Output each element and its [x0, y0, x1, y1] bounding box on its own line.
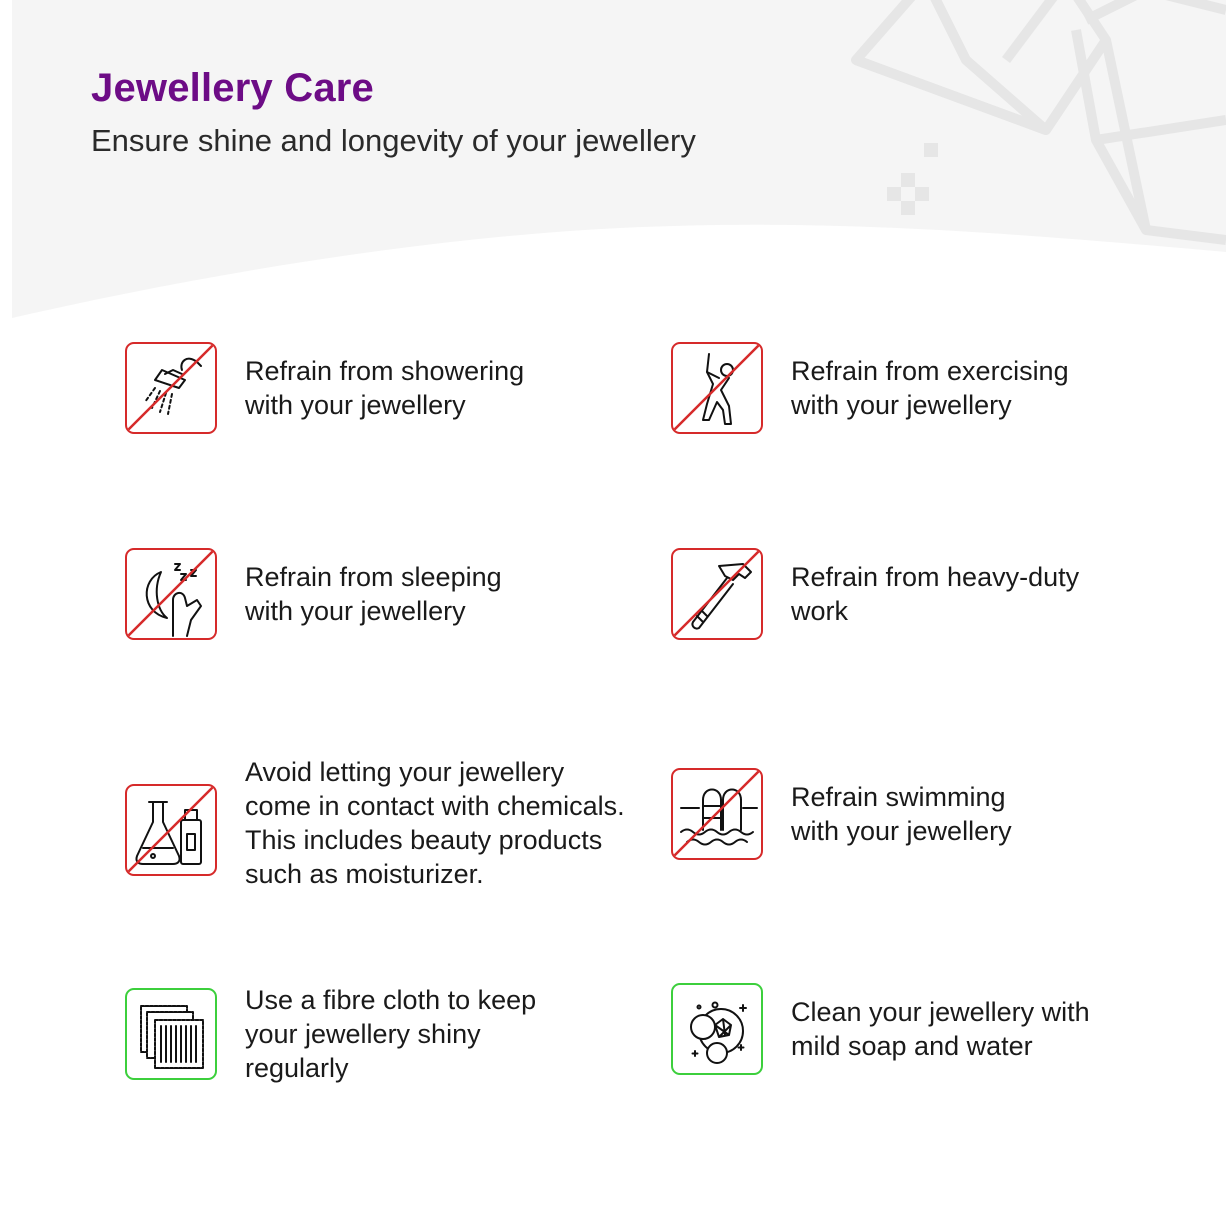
page-subtitle: Ensure shine and longevity of your jewellery — [91, 123, 696, 158]
swimming-icon — [671, 768, 763, 860]
sleeping-icon — [125, 548, 217, 640]
care-tip-text: Refrain swimming with your jewellery — [791, 782, 1012, 846]
page-title: Jewellery Care — [91, 66, 374, 110]
diamond-decoration-icon — [846, 0, 1226, 260]
care-tip-text: Use a fibre cloth to keep your jewellery shiny regularly — [245, 985, 537, 1083]
chemicals-icon — [125, 784, 217, 876]
care-tip-text: Refrain from showering with your jewellery — [245, 356, 525, 420]
care-tip-text: Refrain from exercising with your jewellery — [791, 356, 1069, 420]
care-tip-soap-water — [671, 983, 1090, 1075]
care-tip-heavy-duty-work — [671, 548, 1079, 640]
care-tip-text: Refrain from heavy-duty work — [791, 562, 1080, 626]
care-tip-text: Refrain from sleeping with your jewellery — [245, 562, 502, 626]
care-tip-sleeping — [125, 548, 502, 640]
care-tip-text: Clean your jewellery with mild soap and water — [791, 997, 1090, 1061]
care-tip-chemicals — [125, 755, 625, 891]
care-tip-showering — [125, 342, 524, 434]
fibre-cloth-icon — [125, 988, 217, 1080]
care-tip-text: Avoid letting your jewellery come in contact with chemicals. This includes beauty products such as moisturizer. — [245, 757, 625, 889]
care-tip-fibre-cloth — [125, 983, 536, 1085]
page-header — [91, 66, 696, 159]
care-tip-exercising — [671, 342, 1069, 434]
exercise-icon — [671, 342, 763, 434]
hammer-icon — [671, 548, 763, 640]
shower-icon — [125, 342, 217, 434]
soap-water-icon — [671, 983, 763, 1075]
care-tip-swimming — [671, 768, 1012, 860]
